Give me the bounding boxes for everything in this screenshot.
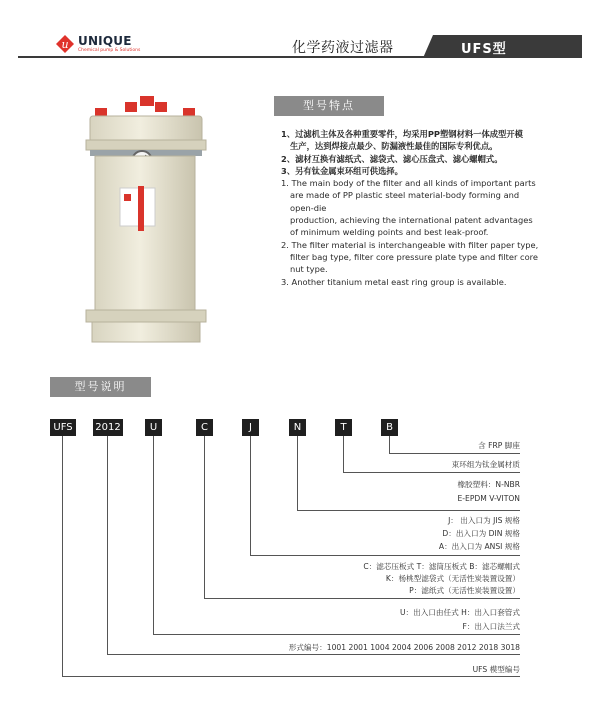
line-c-v bbox=[204, 436, 205, 598]
product-image bbox=[50, 88, 240, 358]
line-t-h bbox=[343, 472, 520, 473]
desc-standard-1: J： 出入口为 JIS 规格 bbox=[448, 516, 520, 525]
code-box-standard: J bbox=[242, 419, 259, 436]
line-b-h bbox=[389, 453, 520, 454]
feature-cn-3: 3、另有钛金属束环组可供选择。 bbox=[281, 165, 403, 176]
filter-housing-illustration bbox=[50, 88, 240, 358]
feature-cn-1: 1、过滤机主体及各种重要零件，均采用PP塑钢材料一体成型开模 bbox=[281, 129, 523, 139]
desc-media-2: K：杨桃型滤袋式（无活性炭装置设置） bbox=[385, 574, 520, 583]
feature-en-2c: nut type. bbox=[290, 264, 328, 275]
page-title: 化学药液过滤器 bbox=[292, 40, 394, 56]
feature-en-2b: filter bag type, filter core pressure plate type and filter core bbox=[290, 251, 538, 262]
features-title: 型号特点 bbox=[274, 96, 384, 116]
desc-connection-2: F：出入口法兰式 bbox=[462, 622, 520, 631]
desc-standard-3: A：出入口为 ANSI 规格 bbox=[438, 542, 520, 551]
feature-en-1: 1. The main body of the filter and all kinds of important parts bbox=[281, 178, 536, 189]
feature-en-1e: of minimum welding points and best leak-proof. bbox=[290, 227, 489, 238]
desc-clamp: 束环组为钛金属材质 bbox=[451, 460, 520, 469]
brand-tagline: Chemical pump & Solutions bbox=[78, 48, 141, 53]
desc-media-1: C：滤芯压板式 T：滤筒压板式 B：滤芯螺帽式 bbox=[363, 562, 520, 571]
desc-media-3: P：滤纸式（无活性炭装置设置） bbox=[409, 586, 520, 595]
feature-en-1b: are made of PP plastic steel material-body forming and bbox=[290, 190, 520, 201]
desc-model: UFS 模型编号 bbox=[472, 665, 520, 674]
feature-en-2: 2. The filter material is interchangeable with filter paper type, bbox=[281, 239, 539, 250]
logo-mark-icon bbox=[54, 33, 76, 55]
line-size-h bbox=[107, 654, 520, 655]
line-c-h bbox=[204, 598, 520, 599]
line-n-h bbox=[297, 510, 520, 511]
line-j-h bbox=[250, 555, 520, 556]
line-u-h bbox=[153, 634, 520, 635]
feature-cn-2: 2、滤材互换有滤纸式、滤袋式、滤心压盘式、滤心螺帽式。 bbox=[281, 153, 503, 164]
brand-name: UNIQUE bbox=[78, 34, 132, 48]
code-box-base: B bbox=[381, 419, 398, 436]
desc-seal-1: 橡胶塑料：N-NBR bbox=[457, 480, 520, 489]
code-box-connection: U bbox=[145, 419, 162, 436]
feature-en-1d: production, achieving the international patent advantages bbox=[290, 215, 533, 226]
code-box-seal: N bbox=[289, 419, 306, 436]
feature-en-1c: open-die bbox=[290, 202, 327, 213]
code-box-clamp: T bbox=[335, 419, 352, 436]
spec-title: 型号说明 bbox=[50, 377, 151, 397]
line-series-h bbox=[62, 676, 520, 677]
line-u-v bbox=[153, 436, 154, 634]
model-label: UFS型 bbox=[461, 42, 507, 57]
features-text bbox=[281, 128, 556, 288]
line-size-v bbox=[107, 436, 108, 654]
code-box-size: 2012 bbox=[93, 419, 123, 436]
desc-seal-2: E-EPDM V-VITON bbox=[457, 494, 520, 503]
feature-cn-1b: 生产，达到焊接点最少、防漏液性最佳的国际专利优点。 bbox=[290, 141, 498, 152]
desc-base: 含 FRP 脚座 bbox=[478, 441, 520, 450]
svg-text:u: u bbox=[61, 38, 69, 51]
line-b-v bbox=[389, 436, 390, 453]
line-t-v bbox=[343, 436, 344, 472]
line-series-v bbox=[62, 436, 63, 676]
feature-en-3: 3. Another titanium metal east ring group is available. bbox=[281, 276, 507, 287]
code-box-series: UFS bbox=[50, 419, 76, 436]
model-tab bbox=[423, 35, 582, 58]
line-n-v bbox=[297, 436, 298, 510]
line-j-v bbox=[250, 436, 251, 555]
desc-size: 形式编号：1001 2001 1004 2004 2006 2008 2012 2018 3018 bbox=[288, 643, 520, 652]
code-box-media: C bbox=[196, 419, 213, 436]
desc-standard-2: D：出入口为 DIN 规格 bbox=[442, 529, 520, 538]
desc-connection-1: U：出入口由任式 H：出入口套管式 bbox=[400, 608, 520, 617]
